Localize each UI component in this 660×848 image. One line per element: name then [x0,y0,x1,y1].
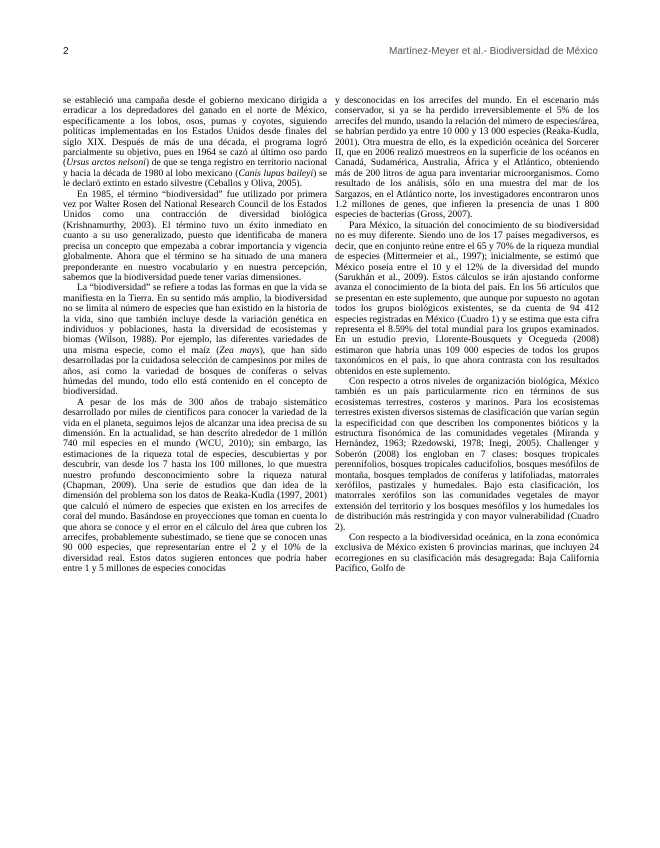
species-name: Zea mays [219,344,260,356]
text-run: Con respecto a la biodiversidad oceánica, en la zona económica exclusiva de México existen 6 provincias marinas, que incluyen 24 ecorregiones en su clasificación más desagregada: Baja California Pacífico, Golfo de [335,532,599,575]
running-head: Martínez-Meyer et al.- Biodiversidad de México [389,46,598,57]
text-run: En 1985, el término “biodiversidad” fue utilizado por primera vez por Walter Rosen del National Research Council de los Estados Unidos como una contracción de diversidad biológica (Krishnamurthy, 2003). El término tuvo un éxito inmediato en cuanto a su uso generalizado, puesto que identificaba de manera precisa un concepto que empezaba a cobrar importancia y vigencia globalmente. Ahora que el término se ha situado de una manera preponderante en nuestro vocabulario y en nuestra percepción, sabemos que la biodiversidad puede tener varias dimensiones. [63,188,327,283]
paragraph [63,283,327,397]
paragraph [335,96,599,221]
species-name: Canis lupus baileyi [238,167,314,179]
paragraph [63,398,327,575]
page-header [0,46,660,62]
text-run: y desconocidas en los arrecifes del mundo. En el escenario más conservador, si ya se ha perdido irreversiblemente el 5% de los arrecifes del mundo, usando la relación del número de especies/área, se habrían perdido ya entre 10 000 y 13 000 especies (Reaka-Kudla, 2001). Otra muestra de ello, es la expedición oceánica del Sorcerer II, que en 2006 realizó muestreos en la superficie de los océanos en Canadá, Sudamérica, Australia, África y el Atlántico, obteniendo más de 200 litros de agua para inventariar microorganismos. Como resultado de los análisis, sólo en una muestra del mar de los Sargazos, en el Atlántico norte, los investigadores encontraron unos 1.2 millones de genes, que infieren la presencia de unas 1 800 especies de bacterias (Gross, 2007). [335,95,599,221]
text-run: ) de que se tenga registro en territorio nacional y hacia la década de 1980 al lobo mexicano ( [63,157,327,179]
text-run: ), que han sido desarrolladas por la cuidadosa selección de campesinos por miles de años, así como la variedad de bosques de coníferas o selvas húmedas del mundo, todo ello está contenido en el concepto de biodiversidad. [63,344,327,398]
paragraph [335,221,599,377]
right-column [335,96,599,575]
paragraph [335,377,599,533]
left-column [63,96,327,575]
text-run: La “biodiversidad” se refiere a todas las formas en que la vida se manifiesta en la Tierra. En su sentido más amplio, la biodiversidad no se limita al número de especies que han existido en la historia de la vida, sino que también incluye desde la variación genética en individuos y poblaciones, hasta la diversidad de ecosistemas y biomas (Wilson, 1988). Por ejemplo, las diferentes variedades de una misma especie, como el maíz ( [63,282,327,356]
text-run: A pesar de los más de 300 años de trabajo sistemático desarrollado por miles de científicos para conocer la variedad de la vida en el planeta, seguimos lejos de alcanzar una idea precisa de su dimensión. En la actualidad, se han descrito alrededor de 1 millón 740 mil especies en el mundo (WCU, 2010); sin embargo, las estimaciones de la riqueza total de especies, descubiertas y por descubrir, van desde los 7 hasta los 100 millones, lo que muestra nuestro profundo desconocimiento sobre la riqueza natural (Chapman, 2009). Una serie de estudios que dan idea de la dimensión del problema son los datos de Reaka-Kudla (1997, 2001) que calculó el número de especies que existen en los arrecifes de coral del mundo. Basándose en proyecciones que toman en cuenta lo que ahora se conoce y el error en el cálculo del área que cubren los arrecifes, probablemente subestimado, se tiene que se conocen unas 90 000 especies, que representarían entre el 2 y el 10% de la diversidad real. Estos datos sugieren entonces que podría haber entre 1 y 5 millones de especies conocidas [63,396,328,575]
paragraph [63,190,327,284]
text-run: ) se le declaró extinto en estado silvestre (Ceballos y Oliva, 2005). [63,167,327,190]
species-name: Ursus arctos nelsoni [66,157,146,169]
paragraph [335,533,599,575]
paragraph [63,96,327,190]
text-run: Con respecto a otros niveles de organización biológica, México también es un país particularmente rico en términos de sus ecosistemas terrestres, costeros y marinos. Para los ecosistemas terrestres existen diversos sistemas de clasificación que varían según la especificidad con que describen los componentes bióticos y la estructura fisonómica de las comunidades vegetales (Miranda y Hernández, 1963; Rzedowski, 1978; Inegi, 2005). Challenger y Soberón (2008) los engloban en 7 clases: bosques tropicales perennifolios, bosques tropicales caducifolios, bosques mesófilos de montaña, bosques templados de coníferas y latifoliadas, matorrales xerófilos, pastizales y humedales. Bajo esta clasificación, los matorrales xerófilos son las comunidades vegetales de mayor extensión del territorio y los bosques mesófilos y los humedales los de distribución más restringida y con mayor vulnerabilidad (Cuadro 2). [335,375,599,533]
page-number: 2 [63,46,69,57]
text-run: se estableció una campaña desde el gobierno mexicano dirigida a erradicar a los depredadores del ganado en el norte de México, específicamente a los lobos, osos, pumas y coyotes, siguiendo políticas implementadas en los Estados Unidos desde finales del siglo XIX. Después de más de una década, el programa logró parcialmente su objetivo, pues en 1964 se cazó al último oso pardo ( [63,95,327,169]
text-run: Para México, la situación del conocimiento de su biodiversidad no es muy diferente. Siendo uno de los 17 países megadiversos, es decir, que en conjunto reúne entre el 65 y 70% de la riqueza mundial de especies (Mittermeier et al., 1997); inicialmente, se estimó que México poseía entre el 10 y el 12% de la diversidad del mundo (Sarukhán et al., 2009). Estos cálculos se irán ajustando conforme avanza el conocimiento de la biota del país. En los 56 artículos que se presentan en este suplemento, que aunque por supuesto no agotan todos los grupos biológicos existentes, se da cuenta de 94 412 especies registradas en México (Cuadro 1) y se estima que esta cifra representa el 8.59% del total mundial para los grupos examinados. En un estudio previo, Llorente-Bousquets y Ocegueda (2008) estimaron que habría unas 109 000 especies de todos los grupos taxonómicos en el país, lo que ahora contrasta con los resultados obtenidos en este suplemento. [335,219,599,377]
